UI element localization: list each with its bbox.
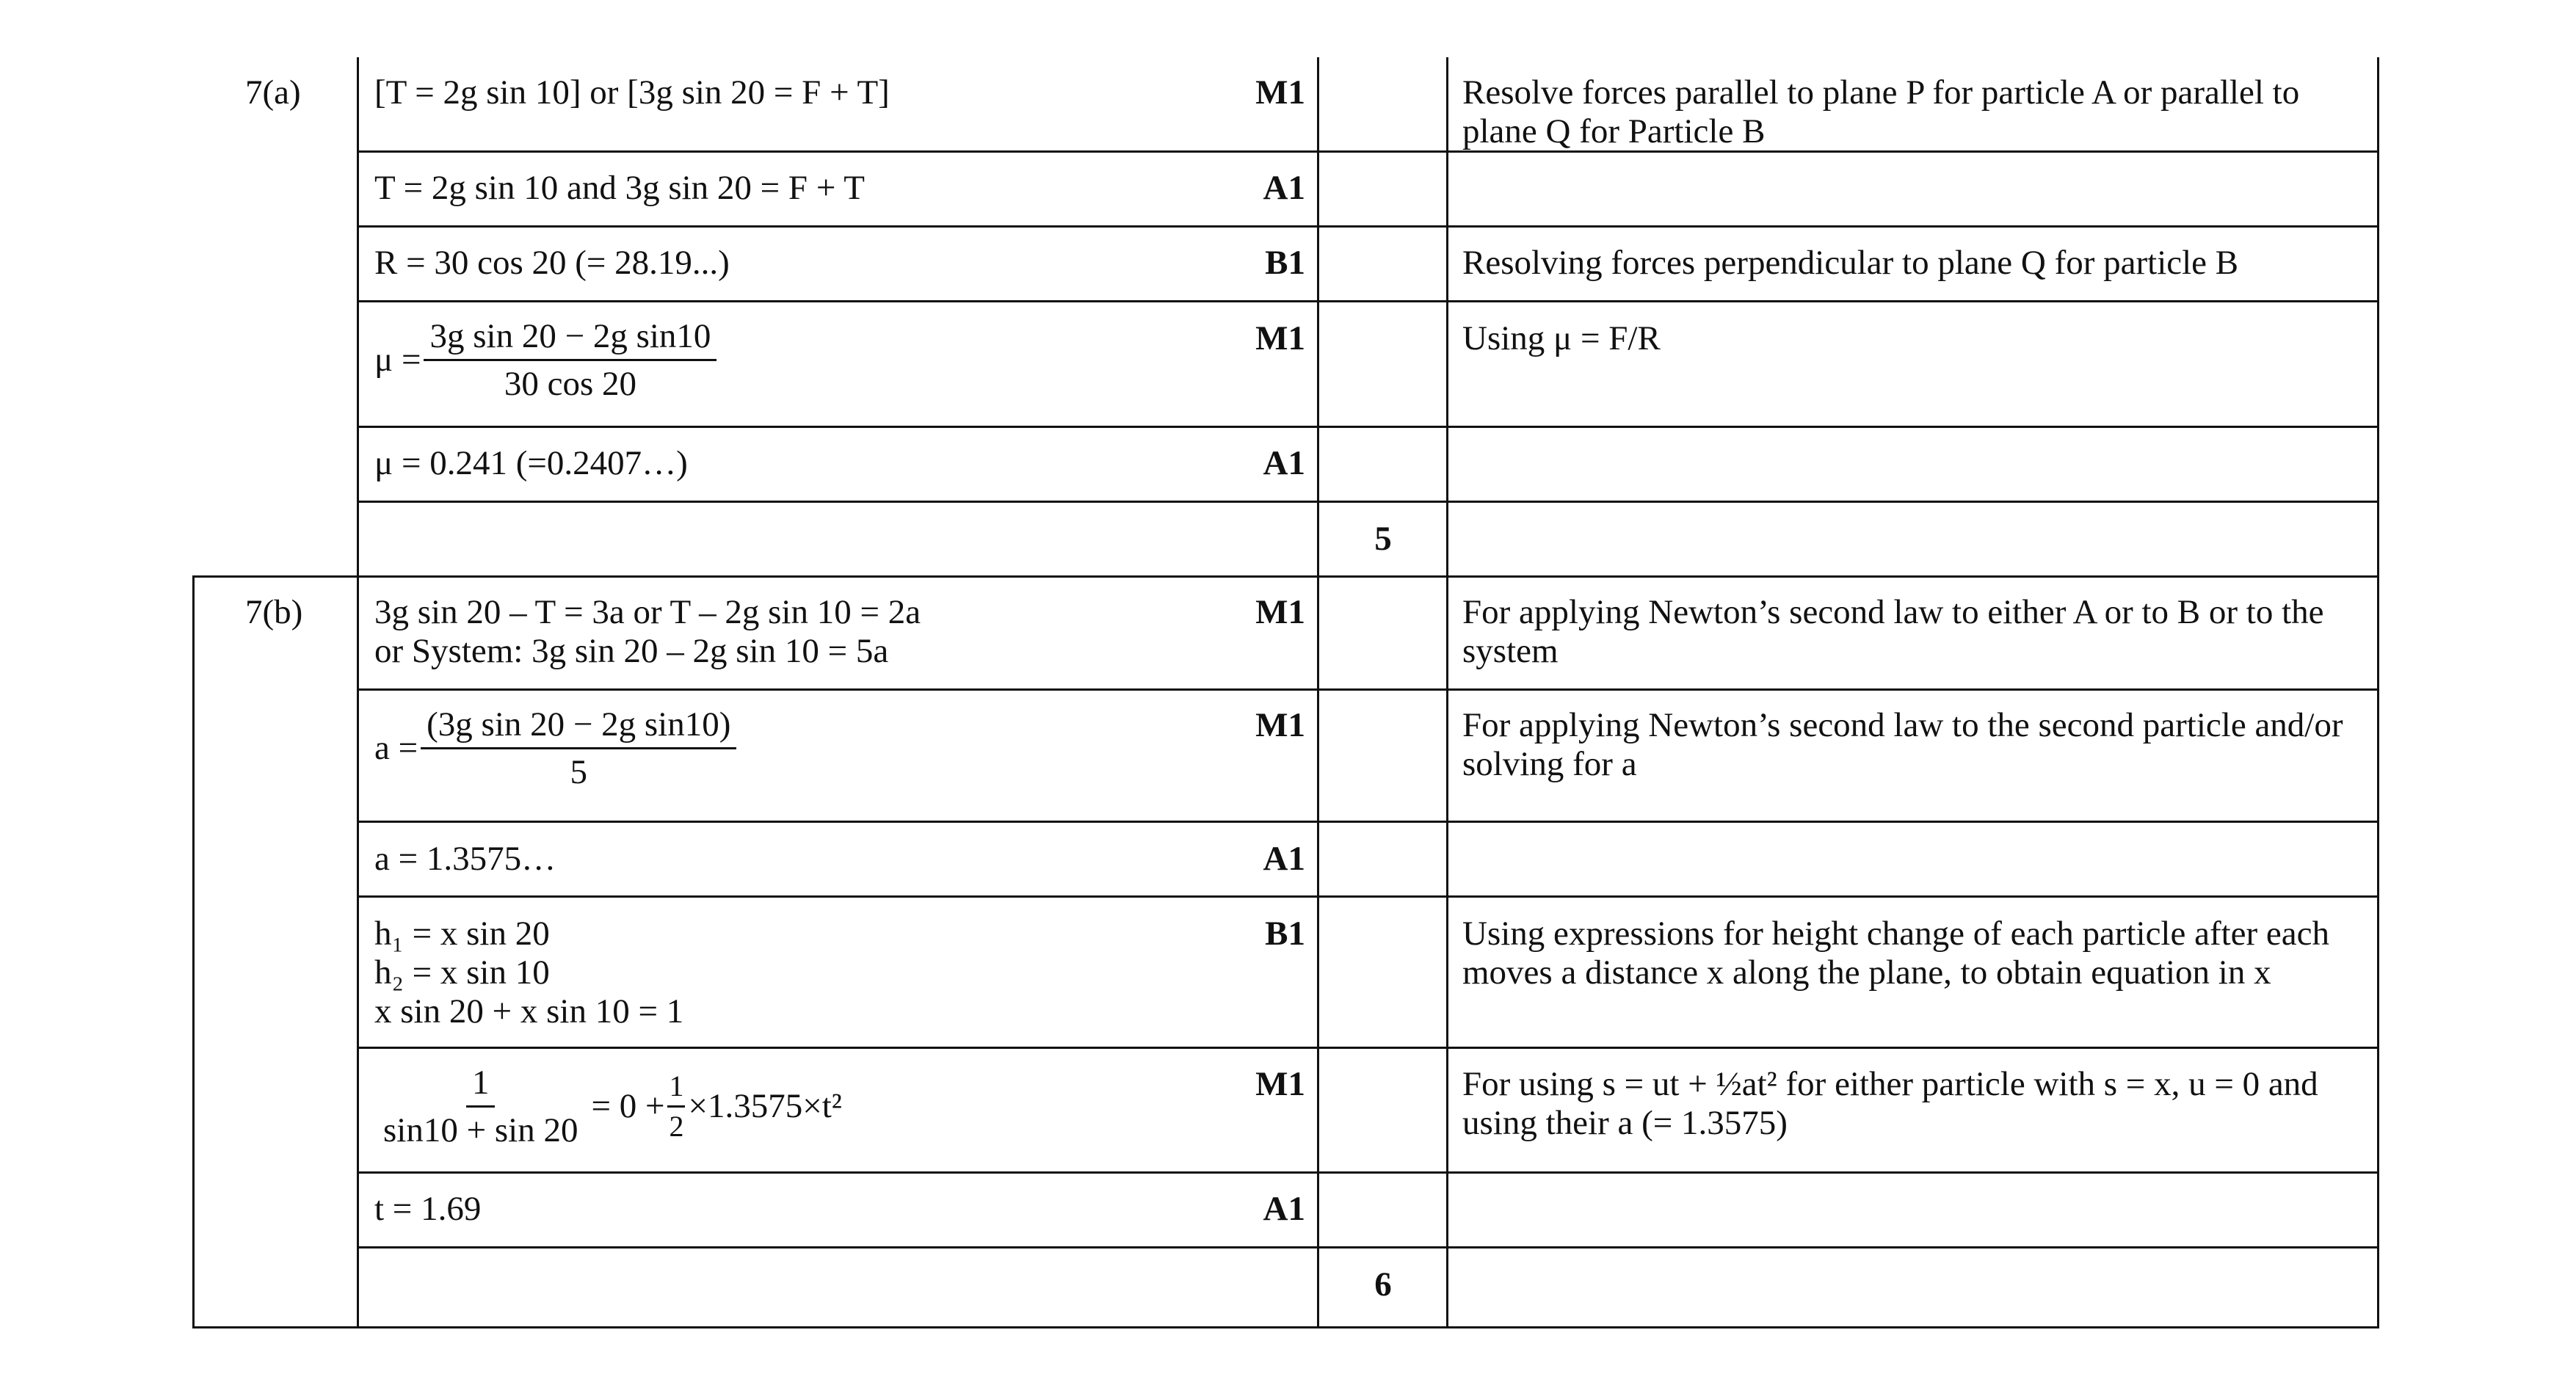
table-bottom-border	[192, 1326, 2379, 1328]
part-total: 6	[1374, 1265, 1392, 1304]
fraction-denominator: 30 cos 20	[504, 365, 637, 403]
working-cell-fraction	[374, 318, 719, 402]
fraction-numerator: (3g sin 20 − 2g sin10)	[421, 706, 736, 749]
fraction-numerator: 1	[466, 1064, 496, 1108]
table-left-border	[192, 576, 195, 1328]
mark-code: B1	[1265, 244, 1305, 282]
working-cell: t = 1.69	[374, 1190, 482, 1228]
guidance-line: For applying Newton’s second law to either A or to B or to the	[1462, 593, 2324, 631]
guidance-line: solving for a	[1462, 745, 1637, 783]
working-line: x sin 20 + x sin 10 = 1	[374, 992, 684, 1030]
fraction-numerator: 3g sin 20 − 2g sin10	[424, 318, 716, 361]
row-divider	[357, 895, 2379, 898]
fraction	[421, 706, 736, 790]
table-right-border	[2377, 57, 2379, 1328]
guidance-line: Using μ = F/R	[1462, 319, 1661, 357]
fraction-lhs: μ =	[374, 341, 421, 379]
working-cell: a = 1.3575…	[374, 840, 556, 878]
guidance-line: Using expressions for height change of each particle after each	[1462, 915, 2330, 953]
mark-code: M1	[1255, 593, 1305, 631]
row-divider	[357, 225, 2379, 228]
guidance-line: moves a distance x along the plane, to obtain equation in x	[1462, 953, 2271, 992]
mark-code: B1	[1265, 915, 1305, 953]
row-divider	[357, 821, 2379, 823]
guidance-line: system	[1462, 632, 1559, 670]
working-cell-equation	[374, 1064, 842, 1149]
label-column-divider	[357, 57, 359, 1328]
fraction-denominator: 2	[669, 1110, 684, 1143]
row-divider	[357, 426, 2379, 428]
mark-code: M1	[1255, 319, 1305, 357]
mark-code: A1	[1263, 1190, 1305, 1228]
fraction-denominator: 5	[570, 753, 587, 791]
mark-code: A1	[1263, 840, 1305, 878]
mark-code: A1	[1263, 169, 1305, 207]
mark-code: M1	[1255, 73, 1305, 112]
guidance-line: using their a (= 1.3575)	[1462, 1104, 1788, 1142]
guidance-line: Resolving forces perpendicular to plane Q for particle B	[1462, 244, 2239, 282]
work-column-divider	[1317, 57, 1319, 1328]
row-divider	[357, 688, 2379, 691]
guidance-line: Resolve forces parallel to plane P for particle A or parallel to	[1462, 73, 2300, 112]
working-cell: R = 30 cos 20 (= 28.19...)	[374, 244, 730, 282]
row-divider	[357, 1246, 2379, 1248]
row-divider	[357, 300, 2379, 302]
guidance-line: For using s = ut + ½at² for either particle with s = x, u = 0 and	[1462, 1065, 2318, 1103]
fraction-denominator: sin10 + sin 20	[383, 1111, 578, 1149]
question-label: 7(b)	[245, 593, 303, 631]
working-line: 3g sin 20 – T = 3a or T – 2g sin 10 = 2a	[374, 593, 921, 631]
working-cell: [T = 2g sin 10] or [3g sin 20 = F + T]	[374, 73, 890, 112]
half-fraction	[667, 1069, 685, 1143]
working-cell: μ = 0.241 (=0.2407…)	[374, 444, 688, 482]
working-cell: T = 2g sin 10 and 3g sin 20 = F + T	[374, 169, 865, 207]
row-divider	[357, 1171, 2379, 1174]
guidance-line: plane Q for Particle B	[1462, 112, 1766, 150]
part-divider	[192, 575, 2379, 578]
fraction-lhs: a =	[374, 729, 418, 767]
fraction	[377, 1064, 584, 1149]
row-divider	[357, 150, 2379, 153]
working-line: or System: 3g sin 20 – 2g sin 10 = 5a	[374, 632, 889, 670]
part-total: 5	[1374, 520, 1392, 558]
working-cell-fraction	[374, 706, 739, 790]
question-label: 7(a)	[245, 73, 301, 112]
row-divider	[357, 501, 2379, 503]
fraction-numerator: 1	[667, 1072, 685, 1108]
equation-rhs: = 0 +	[591, 1087, 665, 1125]
equation-rhs: ×1.3575×t²	[688, 1087, 842, 1125]
mark-scheme-table	[192, 57, 2379, 1328]
mark-column-divider	[1446, 57, 1448, 1328]
fraction	[424, 318, 716, 402]
mark-code: M1	[1255, 706, 1305, 744]
mark-code: A1	[1263, 444, 1305, 482]
working-line: h₂ = x sin 10	[374, 953, 550, 992]
row-divider	[357, 1047, 2379, 1049]
mark-code: M1	[1255, 1065, 1305, 1103]
working-line: h₁ = x sin 20	[374, 915, 550, 953]
guidance-line: For applying Newton’s second law to the second particle and/or	[1462, 706, 2343, 744]
